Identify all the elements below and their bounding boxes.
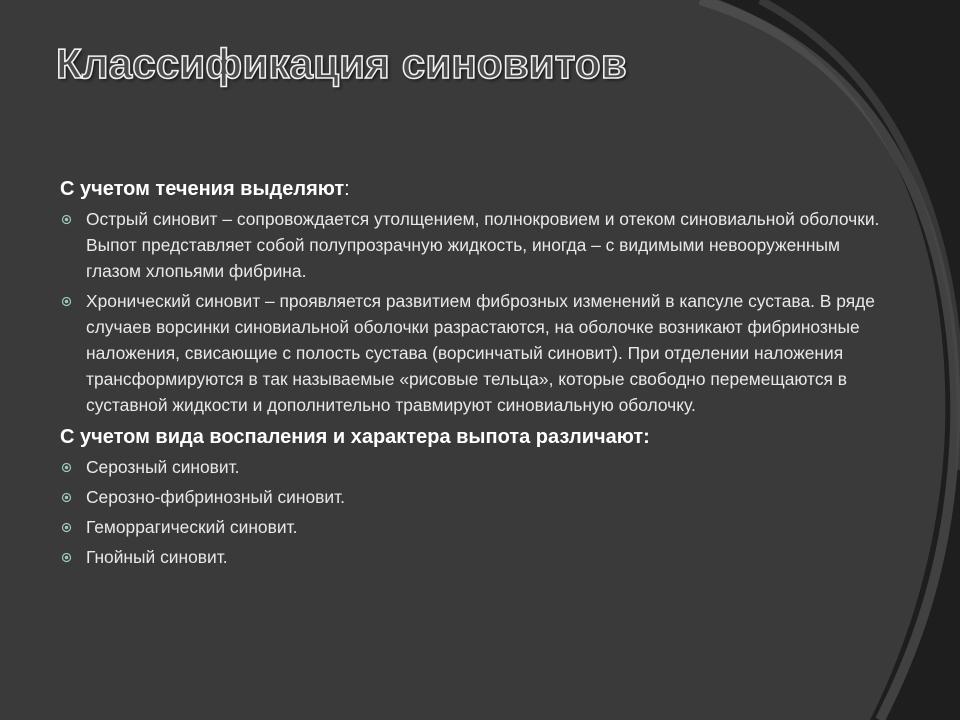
bullet-list-course xyxy=(60,206,880,418)
section-heading-course-colon: : xyxy=(344,178,350,200)
circle-bullet-icon xyxy=(61,552,72,563)
circle-bullet-icon xyxy=(61,462,72,473)
section-heading-course xyxy=(60,176,880,202)
section-heading-inflammation xyxy=(60,424,880,450)
list-item xyxy=(60,484,880,510)
list-item-text: Геморрагический синовит. xyxy=(86,517,298,537)
list-item xyxy=(60,514,880,540)
bullet-list-inflammation xyxy=(60,454,880,570)
list-item xyxy=(60,454,880,480)
list-item-text: Серозный синовит. xyxy=(86,457,240,477)
list-item-text: Серозно-фибринозный синовит. xyxy=(86,487,345,507)
circle-bullet-icon xyxy=(61,214,72,225)
slide-title: Классификация синовитов xyxy=(56,40,627,87)
circle-bullet-icon xyxy=(61,522,72,533)
list-item xyxy=(60,544,880,570)
circle-bullet-icon xyxy=(61,492,72,503)
list-item-text: Гнойный синовит. xyxy=(86,547,228,567)
list-item-text: Острый синовит – сопровождается утолщением, полнокровием и отеком синовиальной оболочки. Выпот представляет собой полупрозрачную жидкость, иногда – с видимыми невооруженным глазом хлопьями фибрина. xyxy=(86,209,880,281)
circle-bullet-icon xyxy=(61,296,72,307)
list-item xyxy=(60,206,880,284)
list-item-text: Хронический синовит – проявляется развитием фиброзных изменений в капсуле сустава. В ряде случаев ворсинки синовиальной оболочки разрастаются, на оболочке возникают фибринозные наложения, свисающие с полость сустава (ворсинчатый синовит). При отделении наложения трансформируются в так называемые «рисовые тельца», которые свободно перемещаются в суставной жидкости и дополнительно травмируют синовиальную оболочку. xyxy=(86,291,875,415)
section-heading-inflammation-text: С учетом вида воспаления и характера выпота различают: xyxy=(60,426,650,448)
section-heading-course-text: С учетом течения выделяют xyxy=(60,178,345,200)
list-item xyxy=(60,288,880,418)
slide-content xyxy=(60,176,880,574)
